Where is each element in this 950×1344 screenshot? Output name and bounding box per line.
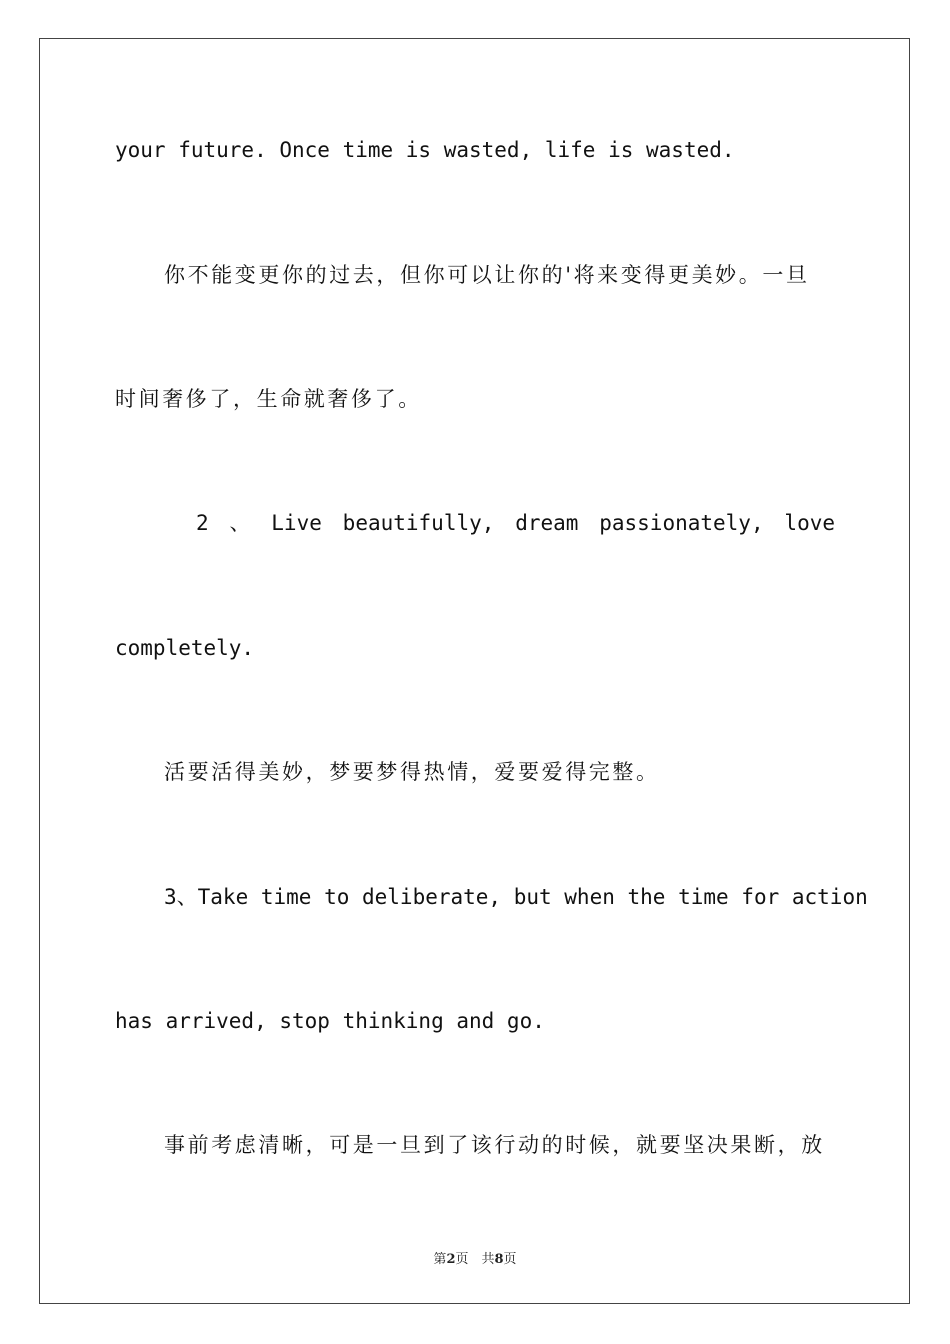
item2-word: 、: [229, 511, 251, 535]
text-line-7: 3、Take time to deliberate, but when the time for action: [164, 885, 868, 909]
item2-word: 2: [196, 511, 209, 535]
item2-word: Live: [271, 511, 322, 535]
text-line-6: 活要活得美妙，梦要梦得热情，爱要爱得完整。: [164, 760, 660, 784]
text-line-8: has arrived, stop thinking and go.: [115, 1009, 545, 1033]
item2-word: beautifully,: [342, 511, 495, 535]
current-page-number: 2: [446, 1252, 456, 1267]
text-line-5: completely.: [115, 636, 255, 660]
total-page-number: 8: [494, 1252, 504, 1267]
item2-word: passionately,: [599, 511, 764, 535]
footer-suffix: 页: [503, 1252, 517, 1267]
text-line-2: 你不能变更你的过去，但你可以让你的'将来变得更美妙。一旦: [164, 263, 810, 287]
footer-middle: 页 共: [455, 1252, 495, 1267]
text-line-3: 时间奢侈了，生命就奢侈了。: [115, 387, 422, 411]
page-footer: [0, 1248, 950, 1267]
text-line-1: your future. Once time is wasted, life is wasted.: [115, 138, 735, 162]
text-line-9: 事前考虑清晰，可是一旦到了该行动的时候，就要坚决果断，放: [164, 1133, 825, 1157]
text-line-4: [196, 510, 835, 536]
footer-prefix: 第: [433, 1252, 447, 1267]
item2-word: dream: [515, 511, 579, 535]
item2-word: love: [784, 511, 835, 535]
page-border: [39, 38, 910, 1304]
